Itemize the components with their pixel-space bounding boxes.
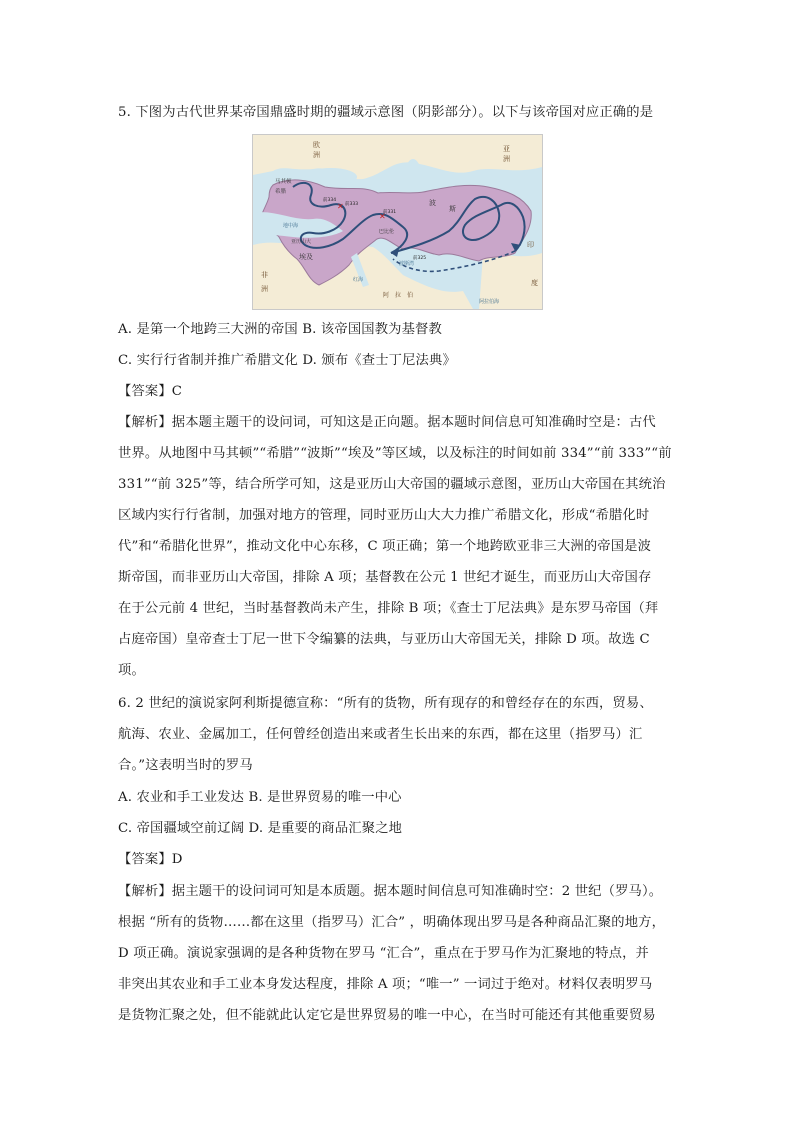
question-5-analysis-line: 代”和“希腊化世界”，推动文化中心东移，C 项正确；第一个地跨欧亚非三大洲的帝国是波 — [118, 539, 652, 554]
map-label-india-a: 印 — [527, 241, 534, 249]
question-5-analysis-line: 区域内实行行省制，加强对地方的管理，同时亚历山大大力推广希腊文化，形成“希腊化时 — [118, 508, 650, 523]
empire-map — [252, 134, 543, 310]
question-5-stem: 5. 下图为古代世界某帝国鼎盛时期的疆域示意图（阴影部分）。以下与该帝国对应正确的是 — [118, 105, 654, 120]
map-label-arabia: 阿 拉 伯 — [383, 292, 414, 299]
map-label-year-333: 前333 — [345, 202, 359, 207]
map-label-europe-b: 洲 — [313, 151, 320, 159]
map-label-africa-a: 非 — [261, 271, 268, 279]
map-label-arabian-sea: 阿拉伯海 — [479, 299, 500, 305]
question-5-analysis-line: 在于公元前 4 世纪，当时基督教尚未产生，排除 B 项；《查士丁尼法典》是东罗马帝国（拜 — [118, 601, 659, 616]
question-5-analysis-line: 斯帝国，而非亚历山大帝国，排除 A 项；基督教在公元 1 世纪才诞生，而亚历山大帝国存 — [118, 570, 652, 585]
map-label-babylon: 巴比伦 — [379, 229, 395, 235]
map-label-india-b: 度 — [531, 279, 538, 287]
map-label-asia-b: 洲 — [503, 155, 510, 163]
question-6-analysis-line: 【解析】据主题干的设问词可知是本质题。据本题时间信息可知准确时空：2 世纪（罗马）。 — [118, 884, 663, 899]
map-label-year-325: 前325 — [413, 256, 427, 261]
map-label-persian-gulf: 波斯湾 — [399, 261, 415, 267]
question-5-analysis-line: 331”“前 325”等，结合所学可知，这是亚历山大帝国的疆域示意图，亚历山大帝国在其统治 — [118, 477, 666, 492]
question-6-stem-line: 合。”这表明当时的罗马 — [118, 758, 253, 773]
question-5-analysis-line: 世界。从地图中马其顿”“希腊”“波斯”“埃及”等区域，以及标注的时间如前 334”“前 333”“前 — [118, 446, 672, 461]
map-label-europe-a: 欧 — [313, 141, 320, 149]
map-label-year-331: 前331 — [383, 210, 397, 215]
question-6-analysis-line: D 项正确。演说家强调的是各种货物在罗马 “汇合”，重点在于罗马作为汇聚地的特点，并 — [118, 946, 649, 961]
question-6-stem-line: 6. 2 世纪的演说家阿利斯提德宣称：“所有的货物，所有现存的和曾经存在的东西，贸易、 — [118, 696, 653, 711]
question-5-options-cd: C. 实行行省制并推广希腊文化 D. 颁布《查士丁尼法典》 — [118, 353, 456, 368]
map-label-asia-a: 亚 — [503, 145, 510, 153]
map-label-persia-a: 波 — [429, 199, 436, 207]
map-label-mediterranean: 地中海 — [283, 223, 299, 229]
question-6-options-ab: A. 农业和手工业发达 B. 是世界贸易的唯一中心 — [118, 790, 402, 805]
svg-text:✕: ✕ — [337, 202, 344, 211]
svg-text:✕: ✕ — [379, 212, 386, 221]
question-5-options-ab: A. 是第一个地跨三大洲的帝国 B. 该帝国国教为基督教 — [118, 322, 442, 337]
question-6-analysis-line: 非突出其农业和手工业本身发达程度，排除 A 项；“唯一” 一词过于绝对。材料仅表明罗马 — [118, 977, 653, 992]
question-6-analysis-line: 根据 “所有的货物……都在这里（指罗马）汇合” ，明确体现出罗马是各种商品汇聚的地方， — [118, 915, 666, 930]
map-label-greece: 希腊 — [275, 189, 287, 195]
question-6-analysis-line: 是货物汇聚之处，但不能就此认定它是世界贸易的唯一中心，在当时可能还有其他重要贸易 — [118, 1008, 656, 1023]
question-5-answer: 【答案】C — [118, 384, 183, 399]
question-6-stem-line: 航海、农业、金属加工，任何曾经创造出来或者生长出来的东西，都在这里（指罗马）汇 — [118, 727, 643, 742]
map-label-alexandria: 亚历山大 — [291, 239, 312, 245]
map-label-africa-b: 洲 — [261, 285, 268, 293]
map-label-red-sea: 红海 — [353, 277, 364, 283]
question-6-options-cd: C. 帝国疆域空前辽阔 D. 是重要的商品汇聚之地 — [118, 821, 403, 836]
map-label-macedonia: 马其顿 — [275, 179, 292, 185]
map-label-year-334: 前334 — [323, 198, 337, 203]
question-5-analysis-line: 【解析】据本题主题干的设问词，可知这是正向题。据本题时间信息可知准确时空是：古代 — [118, 415, 656, 430]
question-5-analysis-line: 项。 — [118, 663, 145, 678]
map-label-persia-b: 斯 — [449, 205, 456, 213]
map-label-egypt: 埃及 — [299, 253, 313, 261]
question-5-analysis-line: 占庭帝国）皇帝查士丁尼一世下令编纂的法典，与亚历山大帝国无关，排除 D 项。故选 C — [118, 632, 650, 647]
question-6-answer: 【答案】D — [118, 852, 183, 867]
